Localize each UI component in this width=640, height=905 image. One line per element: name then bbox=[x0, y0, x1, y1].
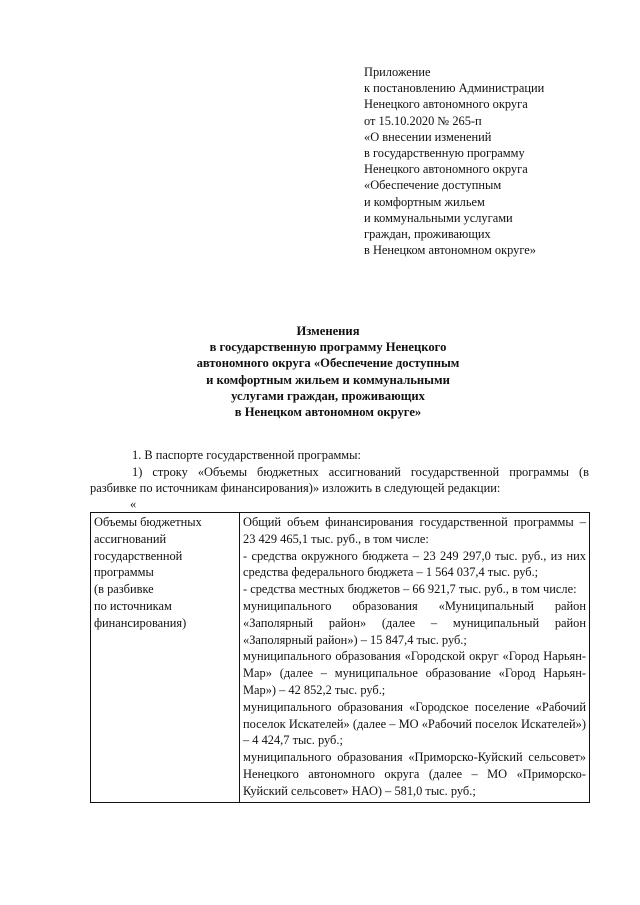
appendix-line: Ненецкого автономного округа bbox=[364, 97, 528, 112]
row-heading-line: Объемы бюджетных bbox=[94, 515, 202, 529]
title-line: услугами граждан, проживающих bbox=[231, 388, 425, 403]
quote-open-mark: « bbox=[130, 497, 137, 511]
content-paragraph: муниципального образования «Городское поселение «Рабочий поселок Искателей» (далее – МО «Рабочий поселок Искателей») – 4 424,7 тыс. руб.; bbox=[243, 699, 586, 748]
content-paragraph: муниципального образования «Городской округ «Город Нарьян-Мар» (далее – муниципальное образование «Город Нарьян-Мар») – 42 852,2 тыс. руб.; bbox=[243, 649, 586, 697]
appendix-line: к постановлению Администрации bbox=[364, 81, 545, 96]
appendix-line: в государственную программу bbox=[364, 146, 525, 161]
row-heading-line: финансирования) bbox=[94, 615, 187, 630]
row-heading-line: ассигнований bbox=[94, 531, 167, 546]
content-paragraph: муниципального образования «Приморско-Куйский сельсовет» Ненецкого автономного округа (далее – МО «Приморско-Куйский сельсовет» НАО) – 581,0 тыс. руб.; bbox=[243, 750, 586, 798]
financing-table bbox=[90, 512, 590, 803]
title-line: и комфортным жильем и коммунальными bbox=[206, 372, 450, 387]
title-line: в государственную программу Ненецкого bbox=[209, 340, 447, 355]
content-paragraph: Общий объем финансирования государственной программы – 23 429 465,1 тыс. руб., в том числе: bbox=[243, 515, 586, 546]
appendix-line: «Обеспечение доступным bbox=[364, 178, 502, 193]
appendix-block bbox=[364, 64, 544, 258]
appendix-line: «О внесении изменений bbox=[364, 129, 492, 144]
row-heading-cell bbox=[91, 513, 240, 803]
title-line: Изменения bbox=[296, 324, 360, 338]
appendix-line: Приложение bbox=[364, 65, 431, 79]
content-paragraph: муниципального образования «Муниципальный район «Заполярный район» (далее – муниципальный район «Заполярный район») – 15 847,4 тыс. руб.; bbox=[243, 598, 586, 647]
appendix-line: в Ненецком автономном округе» bbox=[364, 243, 536, 258]
row-content-cell bbox=[240, 513, 590, 803]
body-text bbox=[90, 447, 589, 497]
row-heading-line: по источникам bbox=[94, 598, 172, 613]
paragraph-budget-row: 1) строку «Объемы бюджетных ассигнований государственной программы (в разбивке по источникам финансирования)» изложить в следующей редакции: bbox=[90, 464, 589, 496]
appendix-line: граждан, проживающих bbox=[364, 227, 491, 242]
appendix-line: и коммунальными услугами bbox=[364, 210, 513, 225]
row-heading-line: государственной bbox=[94, 548, 183, 563]
title-line: автономного округа «Обеспечение доступным bbox=[196, 356, 460, 371]
document-title bbox=[130, 323, 526, 420]
row-heading-line: (в разбивке bbox=[94, 582, 154, 597]
appendix-line: и комфортным жильем bbox=[364, 194, 485, 209]
appendix-line: Ненецкого автономного округа bbox=[364, 162, 528, 177]
row-heading-line: программы bbox=[94, 565, 154, 580]
title-line: в Ненецком автономном округе» bbox=[234, 405, 422, 420]
paragraph-passport: 1. В паспорте государственной программы: bbox=[132, 448, 361, 462]
content-paragraph: - средства местных бюджетов – 66 921,7 тыс. руб., в том числе: bbox=[243, 582, 577, 597]
appendix-line: от 15.10.2020 № 265-п bbox=[364, 113, 482, 128]
content-paragraph: - средства окружного бюджета – 23 249 297,0 тыс. руб., из них средства федерального бюджета – 1 564 037,4 тыс. руб.; bbox=[243, 548, 586, 580]
table-row bbox=[91, 513, 590, 803]
